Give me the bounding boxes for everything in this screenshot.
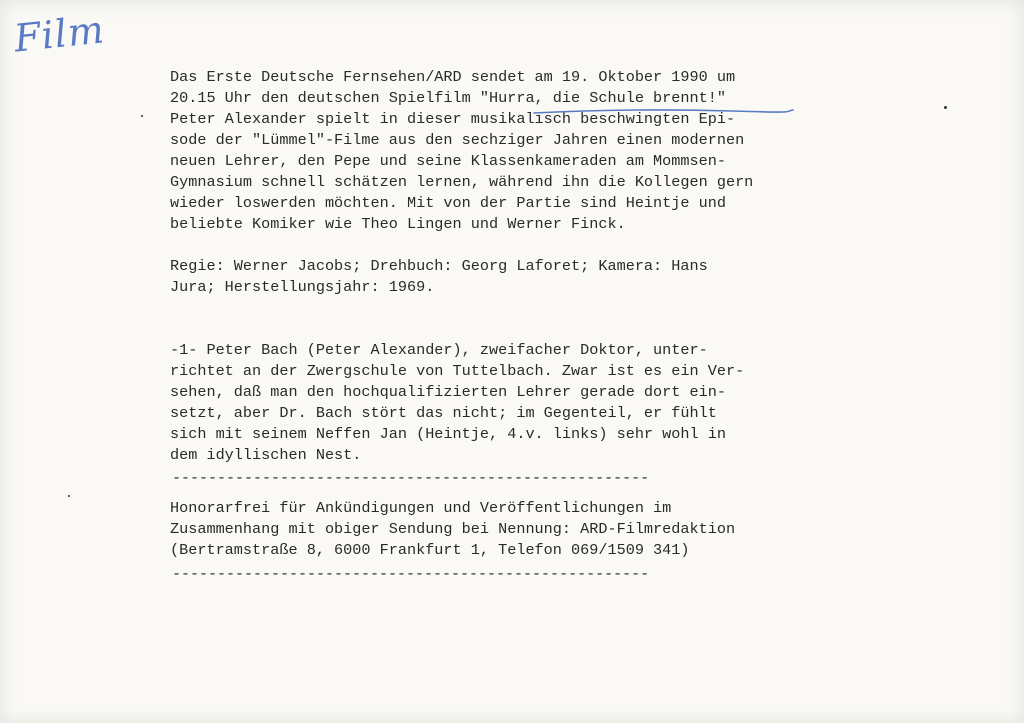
- handwritten-note: Film: [11, 7, 107, 61]
- pen-underline: [532, 106, 795, 118]
- photo-caption: -1- Peter Bach (Peter Alexander), zweifacher Doktor, unter- richtet an der Zwergschule von Tuttelbach. Zwar ist es ein Ver- sehen, daß man den hochqualifizierten Lehrer gerade dort ein- setzt, aber Dr. Bach stört das nicht; im Gegenteil, er fühlt sich mit seinem Neffen Jan (Heintje, 4.v. links) sehr wohl in dem idyllischen Nest.: [170, 341, 745, 464]
- intro-paragraph: Das Erste Deutsche Fernsehen/ARD sendet am 19. Oktober 1990 um 20.15 Uhr den deutschen Spielfilm "Hurra, die Schule brennt!" Peter Alexander spielt in dieser musikalisch beschwingten Epi- sode der "Lümmel"-Filme aus den sechziger Jahren einen modernen neuen Lehrer, den Pepe und seine Klassenkameraden am Mommsen- Gymnasium schnell schätzen lernen, während ihn die Kollegen gern wieder loswerden möchten. Mit von der Partie sind Heintje und beliebte Komiker wie Theo Lingen und Werner Finck.: [170, 68, 754, 233]
- paper-speck: [68, 495, 70, 497]
- dashed-divider-top: -----------------------------------------------------: [172, 470, 650, 487]
- paper-speck: [141, 115, 143, 117]
- paper-speck: [944, 106, 947, 109]
- dashed-divider-bottom: -----------------------------------------------------: [172, 566, 650, 583]
- credits-paragraph: Regie: Werner Jacobs; Drehbuch: Georg Laforet; Kamera: Hans Jura; Herstellungsjahr: 1969.: [170, 257, 708, 296]
- copyright-notice: Honorarfrei für Ankündigungen und Veröffentlichungen im Zusammenhang mit obiger Sendung bei Nennung: ARD-Filmredaktion (Bertramstraße 8, 6000 Frankfurt 1, Telefon 069/1509 341): [170, 499, 736, 559]
